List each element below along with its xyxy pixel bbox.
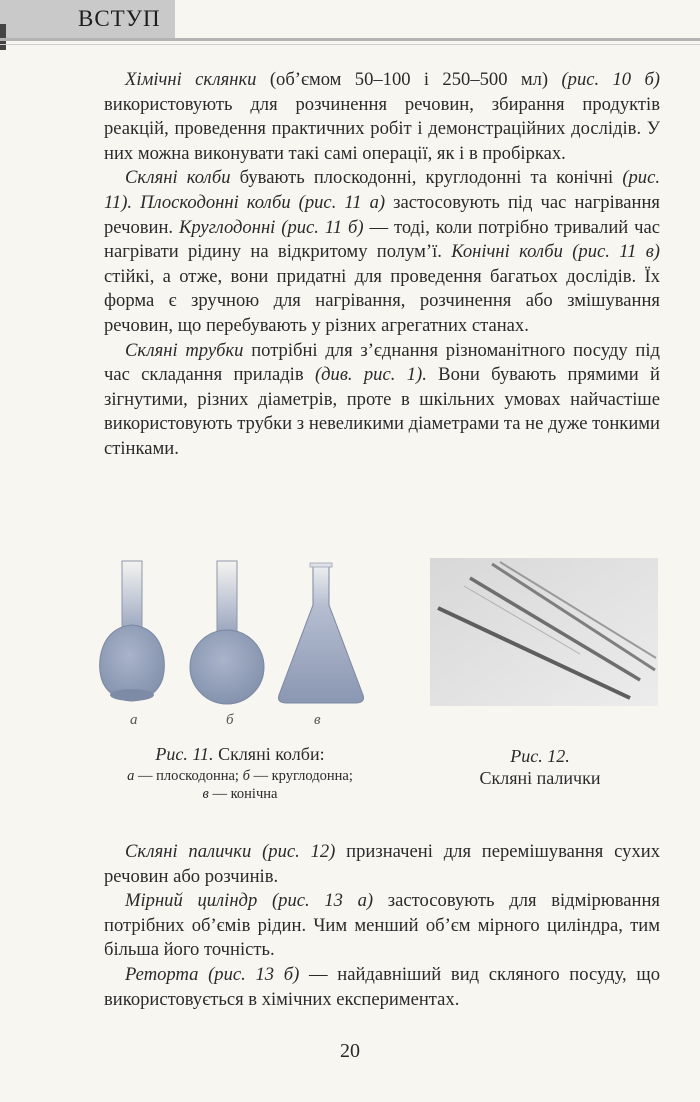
round-bottom-flask <box>190 561 264 704</box>
term-tubes: Скляні трубки <box>125 339 244 361</box>
margin-mark <box>0 24 6 50</box>
label-flask-c: в <box>314 712 321 728</box>
figure-12-caption: Рис. 12. Скляні палички <box>479 746 601 788</box>
paragraph-retort: Реторта (рис. 13 б) — найдавніший вид скляного посуду, що використовується в хімічних експериментах. <box>104 963 660 1010</box>
text-block-top <box>104 68 660 462</box>
term-flasks: Скляні колби <box>125 167 231 189</box>
paragraph-rods: Скляні палички (рис. 12) призначені для перемішування сухих речовин або розчинів. <box>104 841 660 887</box>
figure-12-glass-rods <box>430 558 658 706</box>
label-flask-b: б <box>226 712 234 728</box>
figure-11-flasks <box>95 555 375 735</box>
figure-11-caption: Рис. 11. Скляні колби: а — плоскодонна; б — круглодонна; в — конічна <box>127 744 353 802</box>
term-beakers: Хімічні склянки <box>125 69 257 90</box>
text-block-bottom <box>104 840 660 1012</box>
conical-flask <box>278 563 363 703</box>
paragraph-beakers: Хімічні склянки (об’ємом 50–100 і 250–500 мл) (рис. 10 б) використовують для розчинення речовин, збирання продуктів реакцій, проведення практичних робіт і демонстраційних дослідів. У них можна виконувати такі самі операції, як і в пробірках. <box>104 69 661 164</box>
paragraph-cylinder: Мірний циліндр (рис. 13 а) застосовують для відмірювання потрібних об’ємів рідин. Чим менший об’єм мірного циліндра, тим більша його точність. <box>104 890 660 961</box>
paragraph-tubes: Скляні трубки потрібні для з’єднання різноманітного посуду під час складання приладів (див. рис. 1). Вони бувають прямими й зігнутими, різних діаметрів, проте в шкільних умовах найчастіше використовують трубки з невеликими діаметрами та не дуже тонкими стінками. <box>104 339 661 459</box>
header-rule-thin <box>0 44 700 45</box>
flat-bottom-flask <box>100 561 165 701</box>
page-number: 20 <box>340 1040 360 1062</box>
section-title: ВСТУП <box>78 6 161 31</box>
running-header <box>0 0 700 38</box>
label-flask-a: а <box>130 712 138 728</box>
header-rule <box>0 38 700 41</box>
paragraph-flasks: Скляні колби бувають плоскодонні, круглодонні та конічні (рис. 11). Плоскодонні колби (рис. 11 а) застосовують під час нагрівання речовин. Круглодонні (рис. 11 б) — тоді, коли потрібно тривалий час нагрівати рідину на відкритому полум’ї. Конічні колби (рис. 11 в) стійкі, а отже, вони придатні для проведення багатьох дослідів. Їх форма є зручною для нагрівання, розчинення або змішування речовин, що перебувають у різних агрегатних станах. <box>104 167 660 336</box>
figure-ref: (рис. 10 б) <box>561 69 661 90</box>
